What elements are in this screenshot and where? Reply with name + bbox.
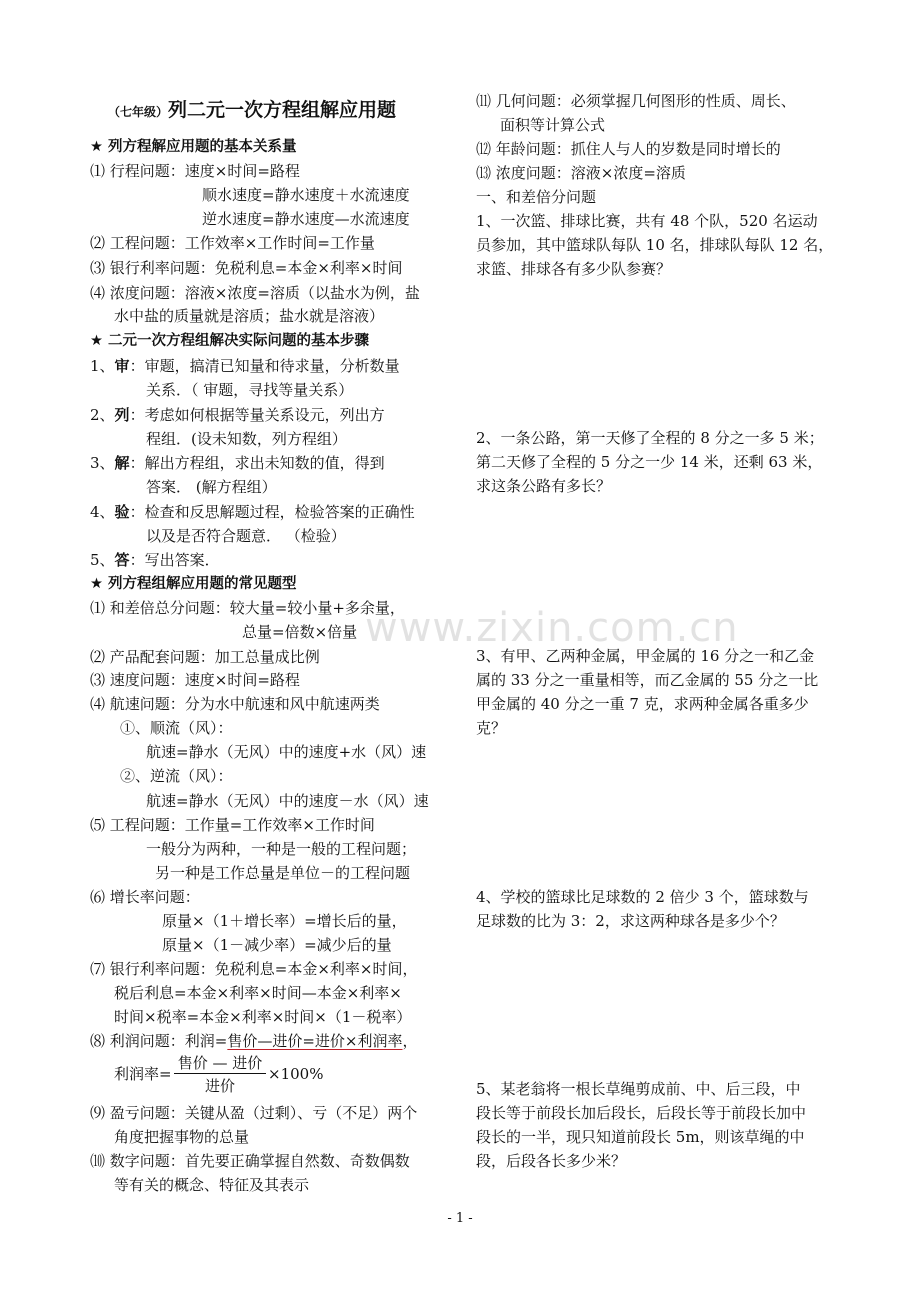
text-line: ⑾ 几何问题：必须掌握几何图形的性质、周长、 — [476, 92, 796, 110]
text-line: 总量=倍数×倍量 — [242, 623, 358, 641]
text-line: ⑷ 航速问题：分为水中航速和风中航速两类 — [90, 695, 380, 713]
question-3: 3、有甲、乙两种金属，甲金属的 16 分之一和乙金 — [476, 647, 815, 665]
text-line: ⑵ 工程问题：工作效率×工作时间=工作量 — [90, 234, 375, 252]
text-line: 原量×（1＋增长率）=增长后的量， — [162, 912, 407, 930]
fraction-denominator: 进价 — [204, 1077, 235, 1095]
profit-rate-fraction — [174, 1052, 266, 1098]
text-line: ⑶ 银行利率问题：免税利息=本金×利率×时间 — [90, 259, 403, 277]
text-line: ⑷ 浓度问题：溶液×浓度=溶质（以盐水为例，盐 — [90, 284, 420, 302]
question-3-cont: 克？ — [476, 719, 507, 737]
text-line: ⒀ 浓度问题：溶液×浓度=溶质 — [476, 164, 686, 182]
text-line: ⑹ 增长率问题： — [90, 888, 200, 906]
text-line: 角度把握事物的总量 — [114, 1128, 250, 1146]
text-line: 另一种是工作总量是单位－的工程问题 — [155, 864, 411, 882]
text-line: 航速=静水（无风）中的速度+水（风）速 — [146, 743, 427, 761]
section-heading-steps: ★ 二元一次方程组解决实际问题的基本步骤 — [90, 333, 370, 349]
text-line: 等有关的概念、特征及其表示 — [114, 1176, 310, 1194]
text-line: 关系．（ 审题，寻找等量关系） — [146, 381, 354, 399]
profit-rate-label: 利润率= — [114, 1065, 172, 1083]
text-line: ⑸ 工程问题：工作量=工作效率×工作时间 — [90, 816, 375, 834]
step-line: 5、答：写出答案． — [90, 551, 220, 569]
title-text: 列二元一次方程组解应用题 — [168, 99, 397, 121]
question-5: 5、某老翁将一根长草绳剪成前、中、后三段，中 — [476, 1080, 801, 1098]
text-line: 答案． (解方程组） — [146, 478, 277, 496]
text-line: 一般分为两种，一种是一般的工程问题； — [146, 840, 417, 858]
text-line: 原量×（1－减少率）=减少后的量 — [162, 936, 392, 954]
text-line: 航速=静水（无风）中的速度－水（风）速 — [146, 792, 429, 810]
question-4: 4、学校的篮球比足球数的 2 倍少 3 个，篮球数与 — [476, 888, 809, 906]
question-1-cont: 求篮、排球各有多少队参赛？ — [476, 260, 672, 278]
question-2-cont: 求这条公路有多长？ — [476, 477, 612, 495]
text-line: ⑴ 行程问题：速度×时间=路程 — [90, 162, 300, 180]
step-line: 3、解：解出方程组，求出未知数的值，得到 — [90, 454, 385, 472]
grade-label: （七年级） — [108, 105, 169, 119]
question-5-cont: 段长等于前段长加后段长，后段长等于前段长加中 — [476, 1104, 807, 1122]
profit-line: ⑻ 利润问题：利润=售价—进价=进价×利润率， — [90, 1032, 418, 1050]
section-heading-types: ★ 列方程组解应用题的常见题型 — [90, 576, 297, 592]
text-line: 面积等计算公式 — [500, 116, 606, 134]
text-line: 逆水速度=静水速度—水流速度 — [202, 210, 410, 228]
text-line: 顺水速度=静水速度＋水流速度 — [202, 186, 410, 204]
watermark: www.zixin.com.cn — [365, 605, 739, 651]
text-line: ⑵ 产品配套问题：加工总量成比例 — [90, 648, 320, 666]
section-heading-relations: ★ 列方程解应用题的基本关系量 — [90, 139, 297, 155]
question-5-cont: 段，后段各长多少米？ — [476, 1152, 627, 1170]
question-2-cont: 第二天修了全程的 5 分之一少 14 米，还剩 63 米， — [476, 453, 823, 471]
percent-text: ×100% — [268, 1065, 324, 1083]
step-line: 1、审：审题，搞清已知量和待求量，分析数量 — [90, 357, 400, 375]
question-1-cont: 员参加，其中篮球队每队 10 名，排球队每队 12 名， — [476, 236, 834, 254]
text-line: ⑴ 和差倍总分问题：较大量=较小量+多余量， — [90, 599, 405, 617]
text-line: 水中盐的质量就是溶质；盐水就是溶液） — [114, 307, 385, 325]
question-3-cont: 甲金属的 40 分之一重 7 克，求两种金属各重多少 — [476, 695, 809, 713]
text-line: 程组．(设未知数，列方程组） — [146, 430, 347, 448]
question-5-cont: 段长的一半，现只知道前段长 5m，则该草绳的中 — [476, 1128, 805, 1146]
text-line: 时间×税率=本金×利率×时间×（1－税率） — [114, 1008, 412, 1026]
text-line: ⑼ 盈亏问题：关键从盈（过剩）、亏（不足）两个 — [90, 1104, 418, 1122]
text-line: ①、顺流（风）： — [120, 719, 233, 737]
page-number: - 1 - — [447, 1211, 473, 1226]
question-4-cont: 足球数的比为 3：2，求这两种球各是多少个？ — [476, 912, 785, 930]
text-line: ⑶ 速度问题：速度×时间=路程 — [90, 671, 300, 689]
question-1: 1、一次篮、排球比赛，共有 48 个队，520 名运动 — [476, 212, 818, 230]
subsection-heading: 一、和差倍分问题 — [476, 188, 597, 206]
question-2: 2、一条公路，第一天修了全程的 8 分之一多 5 米； — [476, 429, 824, 447]
fraction-bar — [174, 1073, 266, 1074]
profit-formula-underlined: 售价—进价=进价×利润率 — [227, 1032, 403, 1050]
step-line: 4、验：检查和反思解题过程，检验答案的正确性 — [90, 503, 415, 521]
text-line: 税后利息=本金×利率×时间—本金×利率× — [114, 984, 402, 1002]
fraction-numerator: 售价 — 进价 — [177, 1054, 263, 1072]
text-line: ⑽ 数字问题：首先要正确掌握自然数、奇数偶数 — [90, 1152, 410, 1170]
step-line: 2、列：考虑如何根据等量关系设元，列出方 — [90, 406, 385, 424]
text-line: ⑿ 年龄问题：抓住人与人的岁数是同时增长的 — [476, 140, 781, 158]
text-line: ②、逆流（风）： — [120, 767, 233, 785]
question-3-cont: 属的 33 分之一重量相等，而乙金属的 55 分之一比 — [476, 671, 819, 689]
page-title — [108, 100, 396, 122]
text-line: ⑺ 银行利率问题：免税利息=本金×利率×时间， — [90, 960, 418, 978]
text-line: 以及是否符合题意． （检验） — [146, 527, 346, 545]
